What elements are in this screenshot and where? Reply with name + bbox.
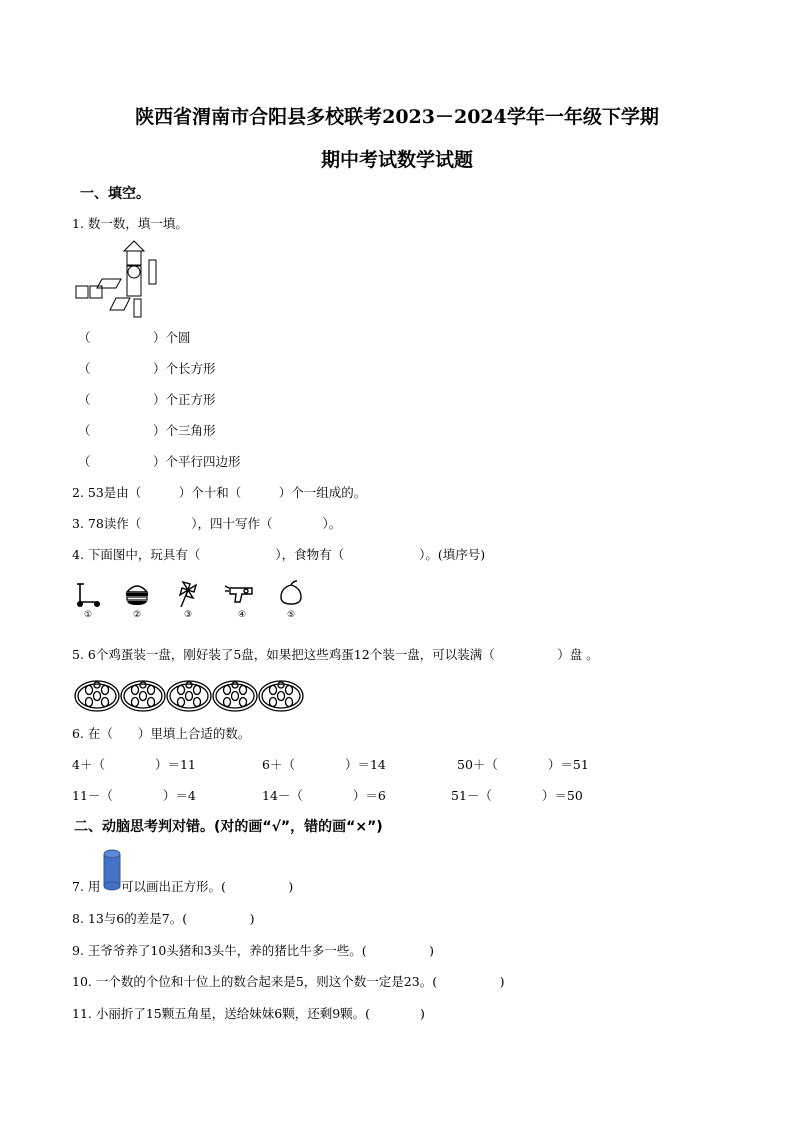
q7-text-before: 7. 用	[72, 879, 101, 894]
scooter-icon	[74, 580, 102, 608]
q1-prompt: 1. 数一数，填一填。	[72, 216, 188, 231]
q4-label-3: ③	[183, 610, 193, 620]
square-shape	[127, 251, 141, 265]
rectangle-shape	[134, 299, 141, 317]
question-2[interactable]: 2. 53是由（ ）个十和（ ）个一组成的。	[72, 485, 367, 500]
q1-answer-rectangle[interactable]: （ ）个长方形	[78, 361, 216, 376]
question-10[interactable]: 10. 一个数的个位和十位上的数合起来是5，则这个数一定是23。( )	[72, 974, 505, 989]
q6-blank-5[interactable]: 14－（ ）＝6	[262, 788, 386, 803]
water-gun-icon	[224, 582, 258, 606]
section-1-heading: 一、填空。	[80, 186, 150, 202]
section-2-heading: 二、动脑思考判对错。(对的画“√”，错的画“×”)	[74, 819, 383, 835]
rectangle-shape	[149, 260, 156, 284]
question-5[interactable]: 5. 6个鸡蛋装一盘，刚好装了5盘，如果把这些鸡蛋12个装一盘，可以装满（ ）盘 。	[72, 647, 599, 662]
q1-shapes-figure	[72, 238, 172, 320]
cylinder-icon	[102, 849, 122, 891]
circle-shape	[128, 266, 140, 278]
q1-answer-parallelogram[interactable]: （ ）个平行四边形	[78, 454, 241, 469]
peach-icon	[278, 580, 304, 608]
q4-label-4: ④	[237, 610, 247, 620]
hamburger-icon	[124, 582, 150, 606]
q4-label-1: ①	[83, 610, 93, 620]
q1-answer-triangle[interactable]: （ ）个三角形	[78, 423, 216, 438]
q6-blank-6[interactable]: 51－（ ）＝50	[451, 788, 583, 803]
q4-label-5: ⑤	[286, 610, 296, 620]
q4-label-2: ②	[132, 610, 142, 620]
question-4-prompt[interactable]: 4. 下面图中，玩具有（ ），食物有（ ）。(填序号)	[72, 547, 486, 562]
q7-text-after[interactable]: 可以画出正方形。( )	[121, 879, 294, 894]
question-11[interactable]: 11. 小丽折了15颗五角星，送给妹妹6颗，还剩9颗。( )	[72, 1006, 425, 1021]
q1-answer-circle[interactable]: （ ）个圆	[78, 330, 191, 345]
square-shape	[76, 286, 88, 298]
pinwheel-icon	[175, 580, 201, 608]
parallelogram-shape	[110, 298, 130, 310]
question-6-prompt: 6. 在（ ）里填上合适的数。	[72, 726, 251, 741]
q6-blank-2[interactable]: 6＋（ ）＝14	[262, 757, 386, 772]
egg-plates-figure	[74, 678, 304, 714]
triangle-shape	[124, 241, 144, 251]
parallelogram-shape	[97, 279, 121, 288]
q6-blank-4[interactable]: 11－（ ）＝4	[72, 788, 196, 803]
rectangle-shape	[127, 266, 141, 296]
q6-blank-3[interactable]: 50＋（ ）＝51	[457, 757, 589, 772]
question-3[interactable]: 3. 78读作（ ），四十写作（ ）。	[72, 516, 342, 531]
page-title-line2: 期中考试数学试题	[320, 149, 473, 171]
page-title-line1: 陕西省渭南市合阳县多校联考2023－2024学年一年级下学期	[135, 106, 659, 128]
q6-blank-1[interactable]: 4＋（ ）＝11	[72, 757, 196, 772]
question-9[interactable]: 9. 王爷爷养了10头猪和3头牛，养的猪比牛多一些。( )	[72, 943, 435, 958]
q1-answer-square[interactable]: （ ）个正方形	[78, 392, 216, 407]
question-8[interactable]: 8. 13与6的差是7。( )	[72, 911, 255, 926]
